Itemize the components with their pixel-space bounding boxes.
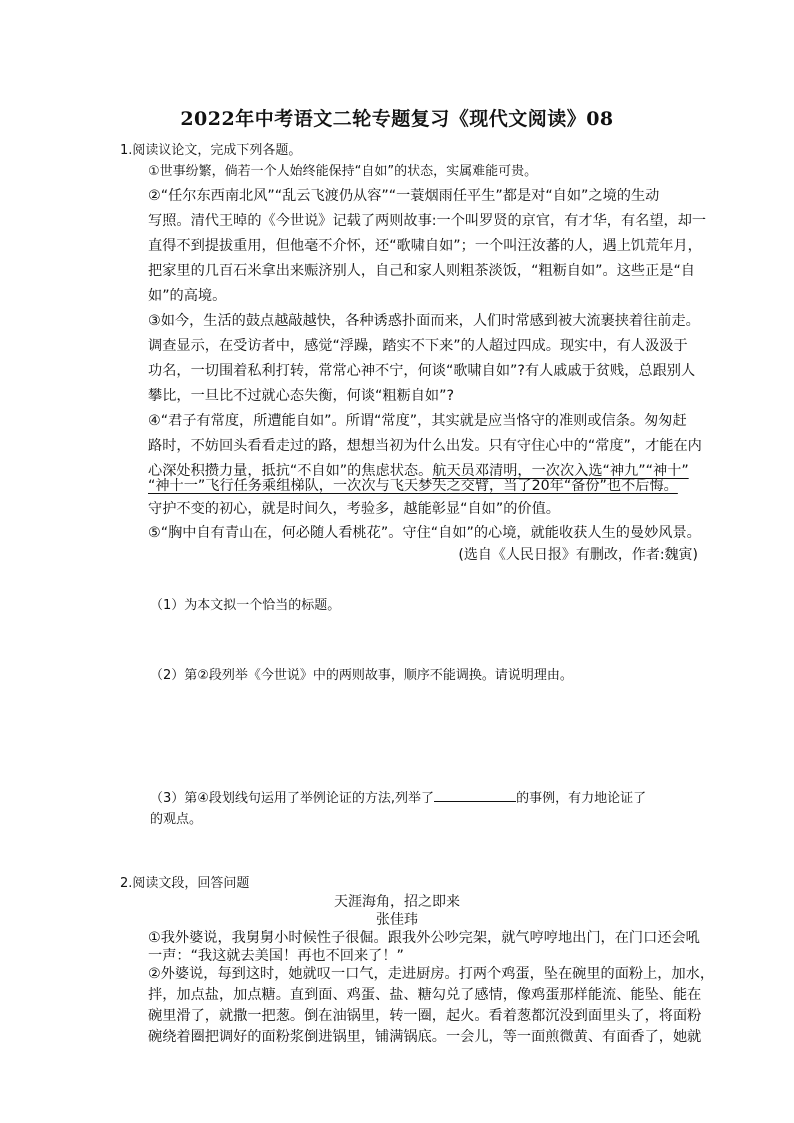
q1-p4-plain-text: 心深处积攒力量，抵抗“不自如”的焦虑状态。	[148, 463, 433, 479]
q1-paragraph-1: ①世事纷繁，倘若一个人始终能保持“自如”的状态，实属难能可贵。	[148, 164, 538, 179]
sub-question-3-continued: 的观点。	[150, 812, 203, 827]
underlined-sentence: 航天员邓清明，一次次入选“神九”“神十”	[432, 463, 689, 479]
article-title: 天涯海角，招之即来	[334, 894, 460, 910]
q1-p4-line: 路时，不妨回头看看走过的路，想想当初为什么出发。只有守住心中的“常度”，才能在内	[148, 438, 702, 454]
q1-p4-line: 守护不变的初心，就是时间久，考验多，越能彰显“自如”的价值。	[148, 501, 560, 517]
answer-blank[interactable]	[434, 787, 516, 802]
sub-question-3: （3）第④段划线句运用了举例论证的方法,列举了 的事例，有力地论证了	[150, 787, 646, 809]
sub-question-1: （1）为本文拟一个恰当的标题。	[150, 598, 341, 613]
q2-text-line: 碗绕着圈把调好的面粉浆倒进锅里，铺满锅底。一会儿，等一面煎微黄、有面香了，她就	[148, 1029, 702, 1045]
q1-paragraph-5: ⑤“胸中自有青山在，何必随人看桃花”。守住“自如”的心境，就能收获人生的曼妙风景。	[148, 525, 701, 541]
q1-p3-line: 攀比，一旦比不过就心态失衡，何谈“粗粝自如”?	[148, 388, 454, 404]
source-citation: (选自《人民日报》有删改，作者:魏寅)	[458, 547, 698, 563]
q1-p3-line: 调查显示，在受访者中，感觉“浮躁，踏实不下来”的人超过四成。现实中，有人汲汲于	[148, 338, 688, 354]
q1-p2-line: 直得不到提拔重用，但他毫不介怀，还“歌啸自如”；一个叫汪汝蕃的人，遇上饥荒年月，	[148, 238, 702, 254]
q2-text-line: 拌，加点盐，加点糖。直到面、鸡蛋、盐、糖勾兑了感情，像鸡蛋那样能流、能坠、能在	[148, 987, 702, 1003]
q1-p2-line: 写照。清代王晫的《今世说》记载了两则故事:一个叫罗贤的京官，有才华，有名望，却一	[148, 213, 707, 229]
q1-p4-line: ④“君子有常度，所遭能自如”。所谓“常度”，其实就是应当恪守的准则或信条。匆匆赶	[148, 413, 687, 429]
q2-text-line: ②外婆说，每到这时，她就叹一口气，走进厨房。打两个鸡蛋，坠在碗里的面粉上，加水，	[148, 966, 715, 982]
sub-question-2: （2）第②段列举《今世说》中的两则故事，顺序不能调换。请说明理由。	[150, 668, 573, 683]
q1-p3-line: 功名，一切围着私利打转，常常心神不宁，何谈“歌啸自如”?有人戚戚于贫贱，总跟别人	[148, 363, 696, 379]
q2-heading: 2.阅读文段，回答问题	[120, 876, 250, 891]
article-author: 张佳玮	[376, 912, 418, 928]
q1-p2-line: 把家里的几百石米拿出来赈济别人，自己和家人则粗茶淡饭，“粗粝自如”。这些正是“自	[148, 263, 695, 279]
q2-text-line: 碗里滑了，就撒一把葱。倒在油锅里，转一圈，起火。看着葱都沉没到面里头了，将面粉	[148, 1008, 702, 1024]
document-title: 2022年中考语文二轮专题复习《现代文阅读》08	[180, 108, 614, 130]
q1-p3-line: ③如今，生活的鼓点越敲越快，各种诱惑扑面而来，人们时常感到被大流裹挟着往前走。	[148, 313, 700, 329]
q2-text-line: 一声：“我这就去美国！再也不回来了！”	[148, 948, 404, 964]
q2-text-line: ①我外婆说，我舅舅小时候性子很倔。跟我外公吵完架，就气哼哼地出门，在门口还会吼	[148, 930, 700, 946]
q1-p2-line: ②“任尔东西南北风”“乱云飞渡仍从容”“一蓑烟雨任平生”都是对“自如”之境的生动	[148, 188, 660, 204]
q1-p2-line: 如”的高境。	[148, 288, 227, 304]
underlined-sentence: “神十一”飞行任务乘组梯队，一次次与飞天梦失之交臂，当了20年“备份”也不后悔。	[148, 478, 678, 494]
q1-heading: 1.阅读议论文，完成下列各题。	[120, 143, 302, 158]
